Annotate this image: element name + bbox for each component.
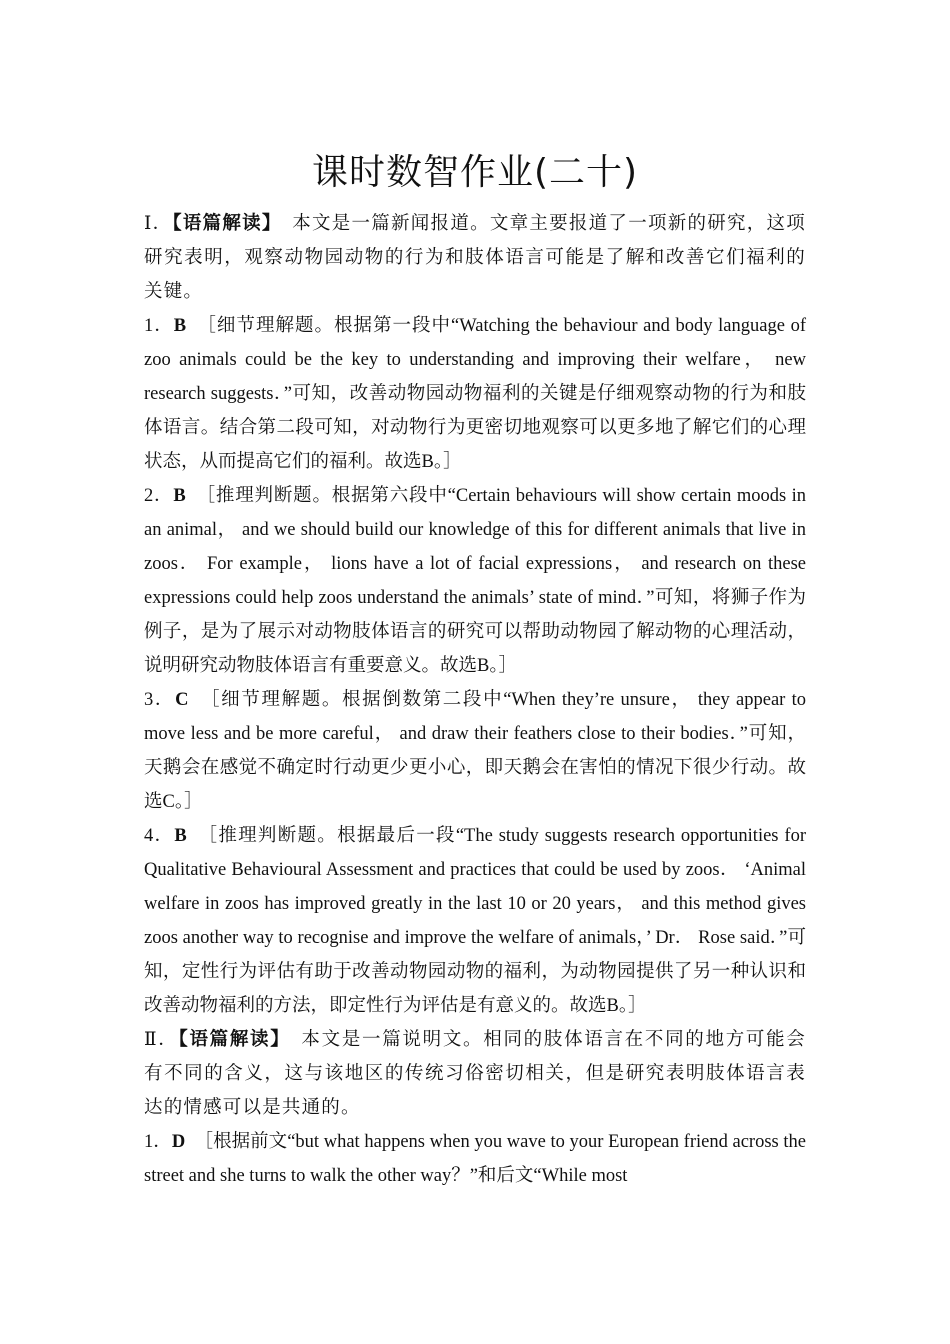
item-answer: B: [173, 316, 187, 336]
item-answer: B: [173, 486, 186, 506]
item-explanation: ［推理判断题。根据最后一段“The study suggests research opportunities for Qualitative Behavioural Assessment and practices that could be used by zoos． ‘Animal welfare in zoos has improved greatly in the last 10 or 20 years， and this method gives zoos another way to recognise and improve the welfare of animals，’ Dr． Rose said．”可知，定性行为评估有助于改善动物园动物的福利，为动物园提供了另一种认识和改善动物福利的方法，即定性行为评估是有意义的。故选B。］: [144, 826, 806, 1016]
item-explanation: ［根据前文“but what happens when you wave to your European friend across the street and she turns to walk the other way？”和后文“While most: [144, 1132, 806, 1186]
answer-item-1-1: [144, 309, 806, 479]
answer-item-2-1: [144, 1125, 806, 1193]
item-number: 1．: [144, 1132, 172, 1152]
item-number: 2．: [144, 486, 174, 506]
section-summary: 本文是一篇说明文。相同的肢体语言在不同的地方可能会有不同的含义，这与该地区的传统习俗密切相关，但是研究表明肢体语言表达的情感可以是共通的。: [144, 1030, 807, 1118]
item-number: 3．: [144, 690, 176, 710]
item-explanation: ［细节理解题。根据第一段中“Watching the behaviour and body language of zoo animals could be the key to understanding and improving their welfare， new research suggests．”可知，改善动物园动物福利的关键是仔细观察动物的行为和肢体语言。结合第二段可知，对动物行为更密切地观察可以更多地了解它们的心理状态，从而提高它们的福利。故选B。］: [144, 316, 806, 472]
item-explanation: ［细节理解题。根据倒数第二段中“When they’re unsure， they appear to move less and be more careful， and draw their feathers close to their bodies．”可知，天鹅会在感觉不确定时行动更少更小心，即天鹅会在害怕的情况下很少行动。故选C。］: [144, 690, 806, 812]
page-title: 课时数智作业(二十): [311, 152, 639, 193]
item-answer: D: [171, 1132, 186, 1152]
item-number: 4．: [144, 826, 175, 846]
item-answer: B: [174, 826, 187, 846]
answer-item-1-2: [144, 479, 806, 683]
item-number: 1．: [144, 316, 174, 336]
section-1-intro: [144, 207, 806, 309]
item-explanation: ［推理判断题。根据第六段中“Certain behaviours will show certain moods in an animal， and we should build our knowledge of this for different animals that live in zoos． For example， lions have a lot of facial expressions， and research on these expressions could help zoos understand the animals’ state of mind．”可知，将狮子作为例子，是为了展示对动物肢体语言的研究可以帮助动物园了解动物的心理活动，说明研究动物肢体语言有重要意义。故选B。］: [144, 486, 806, 676]
section-2-intro: [144, 1023, 806, 1125]
answer-item-1-3: [144, 683, 806, 819]
answer-item-1-4: [144, 819, 806, 1023]
item-answer: C: [175, 690, 189, 710]
section-numeral: Ⅰ．: [144, 214, 173, 234]
answer-content: [144, 207, 806, 1193]
section-numeral: Ⅱ．: [144, 1030, 179, 1050]
section-heading: 【语篇解读】: [172, 213, 273, 234]
section-summary: 本文是一篇新闻报道。文章主要报道了一项新的研究，这项研究表明，观察动物园动物的行为和肢体语言可能是了解和改善它们福利的关键。: [144, 214, 807, 302]
section-heading: 【语篇解读】: [178, 1029, 282, 1050]
